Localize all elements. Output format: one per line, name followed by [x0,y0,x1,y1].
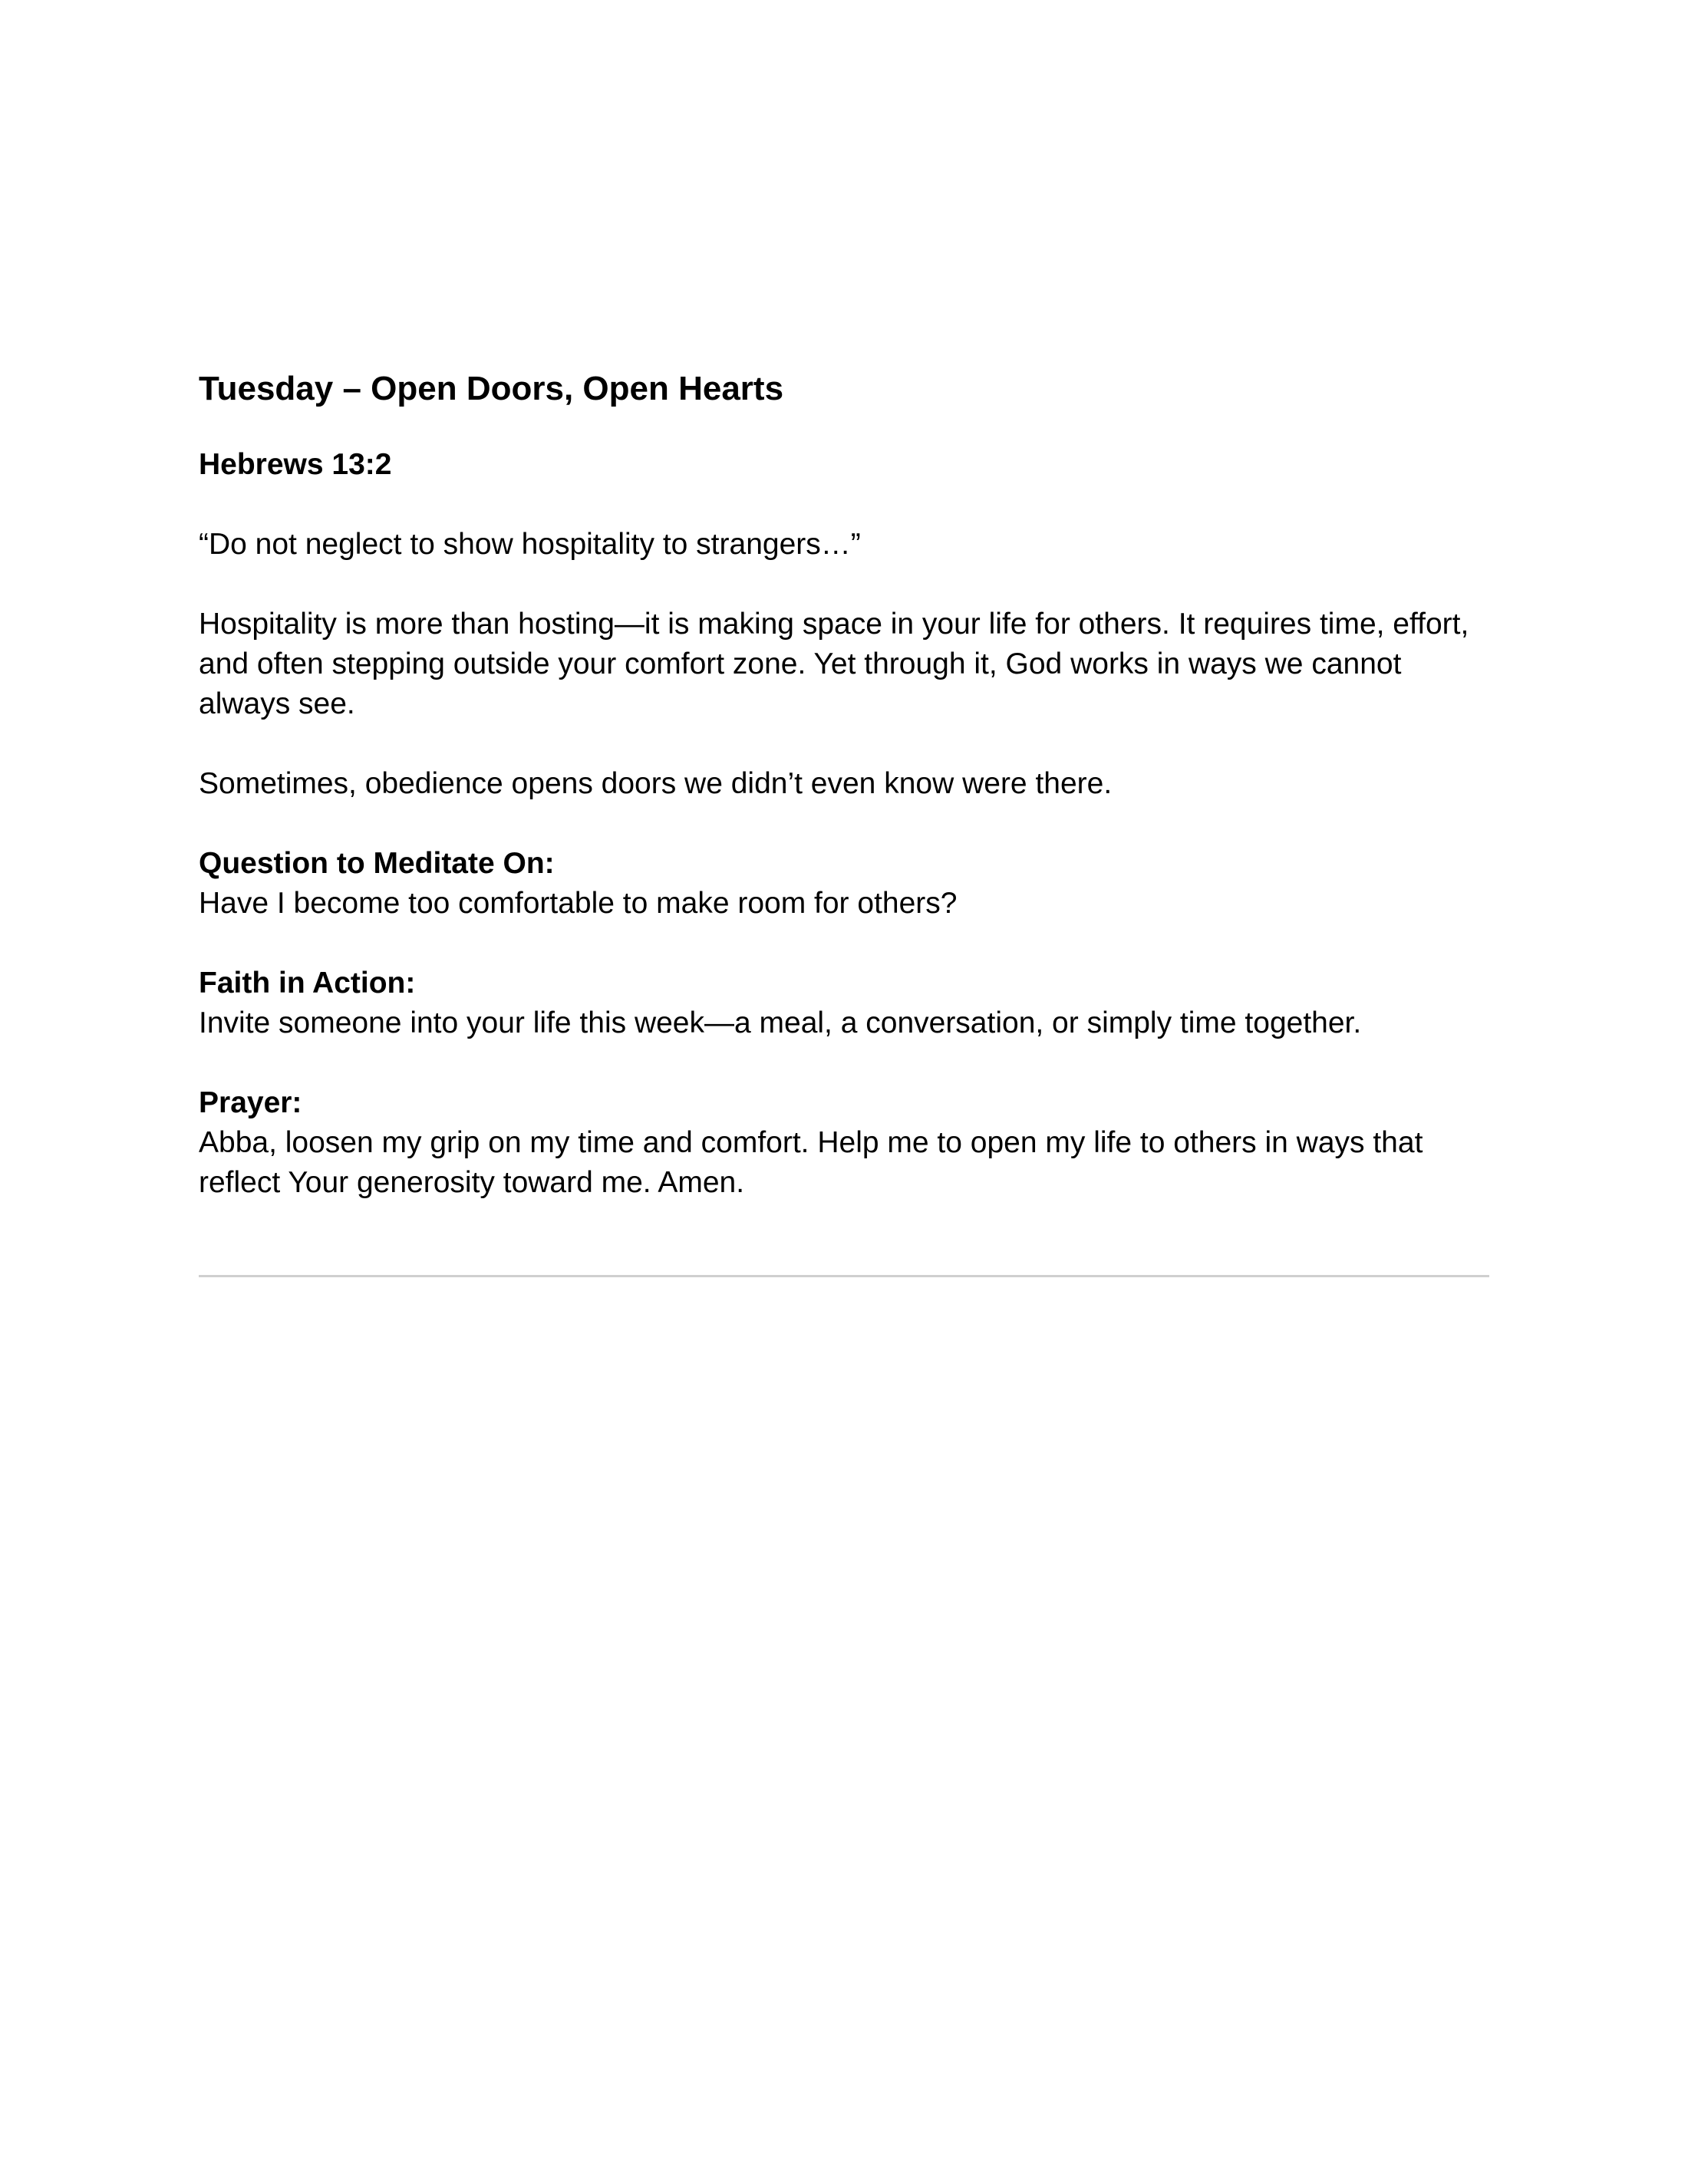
scripture-reference: Hebrews 13:2 [199,448,392,481]
faith-in-action-heading: Faith in Action: [199,967,416,1000]
reflection-paragraph: Hospitality is more than hosting—it is making space in your life for others. It requires time, effort, and often stepping outside your comfort zone. Yet through it, God works in ways we cannot always see. [199,608,1469,720]
reflection-paragraph-closing: Sometimes, obedience opens doors we didn’t even know were there. [199,767,1113,800]
section-divider [199,1275,1489,1277]
devotional-content [199,367,1488,1203]
scripture-verse: “Do not neglect to show hospitality to strangers…” [199,528,861,561]
prayer-text: Abba, loosen my grip on my time and comfort. Help me to open my life to others in ways that reflect Your generosity toward me. Amen. [199,1126,1423,1199]
question-text: Have I become too comfortable to make room for others? [199,887,958,920]
faith-in-action-text: Invite someone into your life this week—a meal, a conversation, or simply time together. [199,1006,1362,1039]
prayer-heading: Prayer: [199,1086,302,1119]
page-title: Tuesday – Open Doors, Open Hearts [199,370,784,407]
question-heading: Question to Meditate On: [199,847,555,880]
